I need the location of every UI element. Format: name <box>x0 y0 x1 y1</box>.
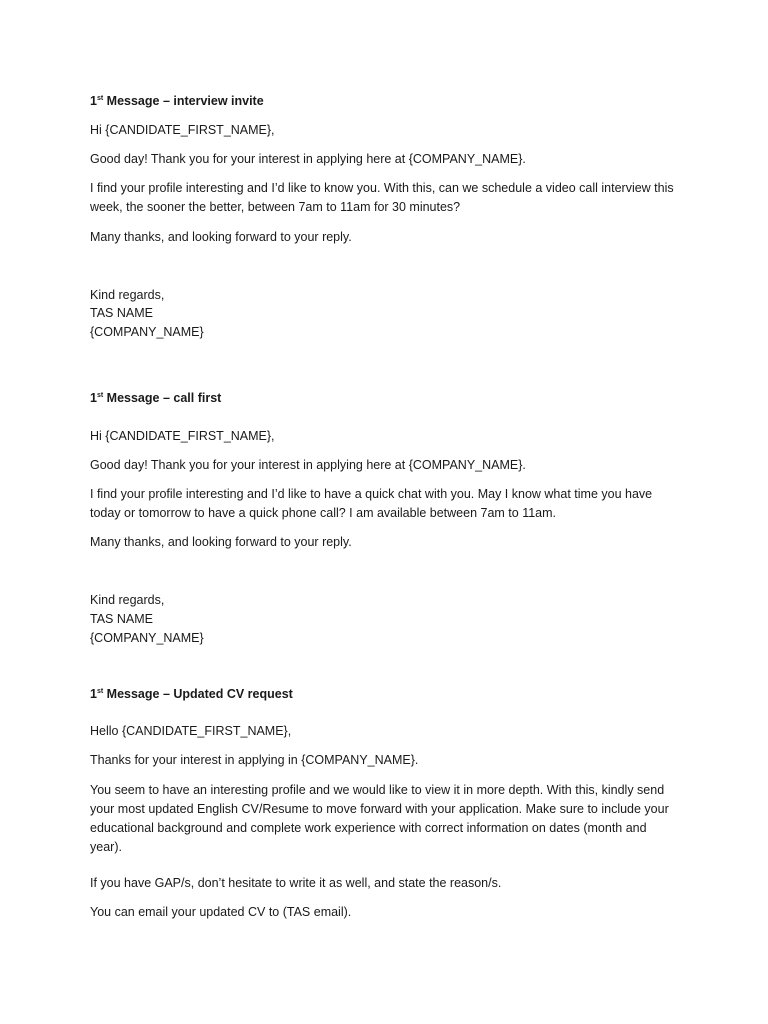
paragraph: Many thanks, and looking forward to your reply. <box>90 230 352 244</box>
paragraph: I find your profile interesting and I’d like to know you. With this, can we schedule a video call interview this week, the sooner the better, between 7am to 11am for 30 minutes? <box>90 181 674 214</box>
paragraph: I find your profile interesting and I’d like to have a quick chat with you. May I know what time you have today or tomorrow to have a quick phone call? I am available between 7am to 11am. <box>90 487 653 520</box>
signature-regards: Kind regards, <box>90 593 165 607</box>
paragraph: You can email your updated CV to (TAS email). <box>90 905 352 919</box>
section-heading: 1st Message – Updated CV request <box>90 687 293 701</box>
section-heading: 1st Message – interview invite <box>90 94 264 108</box>
signature-company: {COMPANY_NAME} <box>90 631 204 645</box>
signature-company: {COMPANY_NAME} <box>90 325 204 339</box>
paragraph: Many thanks, and looking forward to your reply. <box>90 535 352 549</box>
greeting: Hello {CANDIDATE_FIRST_NAME}, <box>90 724 292 738</box>
signature-name: TAS NAME <box>90 612 153 626</box>
signature-name: TAS NAME <box>90 306 153 320</box>
paragraph: You seem to have an interesting profile and we would like to view it in more depth. With this, kindly send your most updated English CV/Resume to move forward with your application. Make sure to include your educational background and complete work experience with correct information on dates (month and year). <box>90 783 669 854</box>
paragraph: Thanks for your interest in applying in {COMPANY_NAME}. <box>90 753 419 767</box>
greeting: Hi {CANDIDATE_FIRST_NAME}, <box>90 123 275 137</box>
signature-regards: Kind regards, <box>90 288 165 302</box>
paragraph: Good day! Thank you for your interest in applying here at {COMPANY_NAME}. <box>90 152 526 166</box>
greeting: Hi {CANDIDATE_FIRST_NAME}, <box>90 429 275 443</box>
paragraph: If you have GAP/s, don’t hesitate to write it as well, and state the reason/s. <box>90 876 502 890</box>
section-heading: 1st Message – call first <box>90 391 222 405</box>
paragraph: Good day! Thank you for your interest in applying here at {COMPANY_NAME}. <box>90 458 526 472</box>
